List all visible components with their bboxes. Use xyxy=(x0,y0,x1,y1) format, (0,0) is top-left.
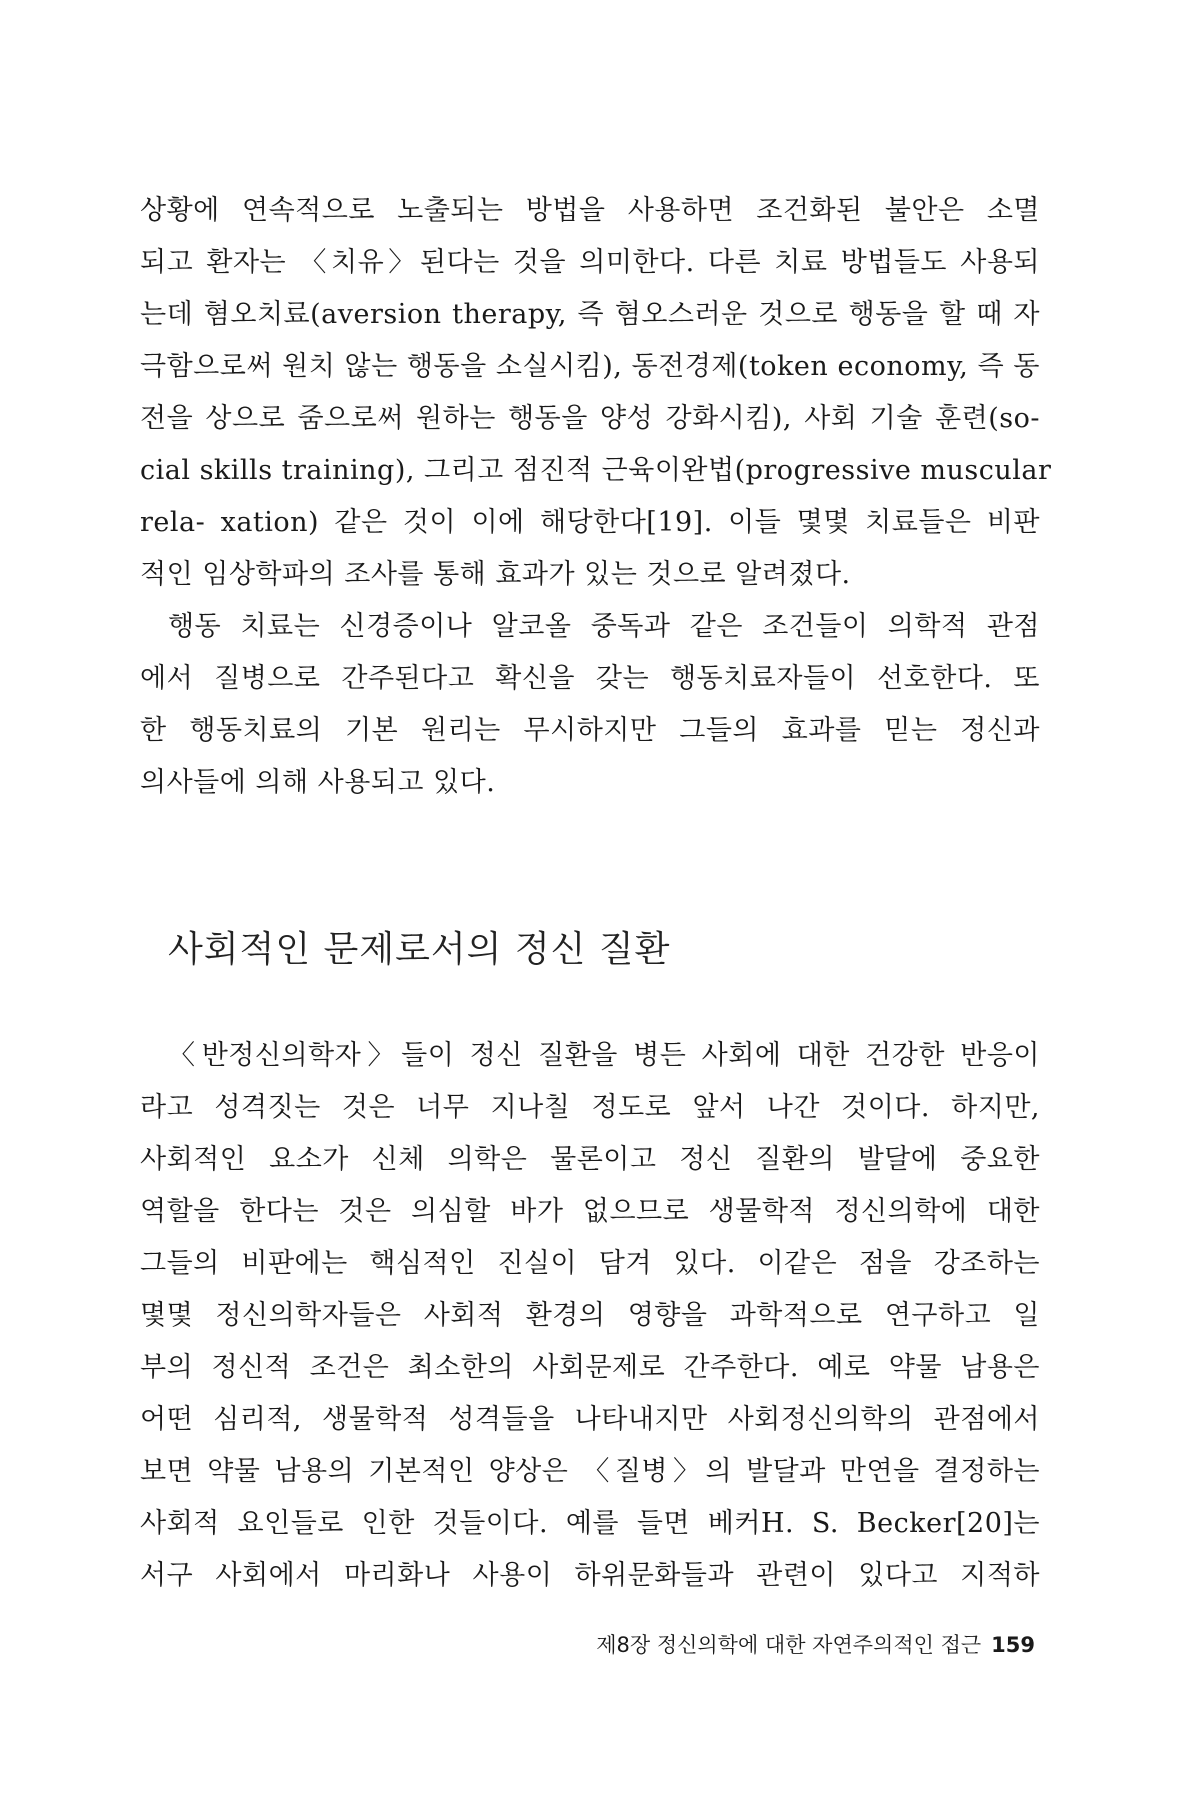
text-line: 의사들에 의해 사용되고 있다. xyxy=(140,767,496,798)
text-line: 어떤 심리적, 생물학적 성격들을 나타내지만 사회정신의학의 관점에서 xyxy=(140,1404,1040,1435)
page-number: 159 xyxy=(991,1633,1035,1657)
text-line: 행동 치료는 신경증이나 알코올 중독과 같은 조건들이 의학적 관점 xyxy=(168,611,1040,642)
text-line: 한 행동치료의 기본 원리는 무시하지만 그들의 효과를 믿는 정신과 xyxy=(140,715,1040,746)
text-line: 사회적 요인들로 인한 것들이다. 예를 들면 베커H. S. Becker[20]는 xyxy=(140,1508,1040,1539)
text-line: cial skills training), 그리고 점진적 근육이완법(progressive muscular xyxy=(140,455,1052,486)
text-line: 에서 질병으로 간주된다고 확신을 갖는 행동치료자들이 선호한다. 또 xyxy=(140,663,1040,694)
running-footer xyxy=(596,1625,1035,1665)
chapter-title: 제8장 정신의학에 대한 자연주의적인 접근 xyxy=(596,1633,982,1657)
text-line: rela- xation) 같은 것이 이에 해당한다[19]. 이들 몇몇 치료들은 비판 xyxy=(140,507,1040,538)
text-line: 역할을 한다는 것은 의심할 바가 없으므로 생물학적 정신의학에 대한 xyxy=(140,1196,1040,1227)
text-line: 〈반정신의학자〉들이 정신 질환을 병든 사회에 대한 건강한 반응이 xyxy=(168,1040,1040,1071)
text-line: 라고 성격짓는 것은 너무 지나칠 정도로 앞서 나간 것이다. 하지만, xyxy=(140,1092,1040,1123)
text-line: 전을 상으로 줌으로써 원하는 행동을 양성 강화시킴), 사회 기술 훈련(so- xyxy=(140,403,1040,434)
section-heading: 사회적인 문제로서의 정신 질환 xyxy=(168,929,671,970)
text-line: 부의 정신적 조건은 최소한의 사회문제로 간주한다. 예로 약물 남용은 xyxy=(140,1352,1040,1383)
text-line: 되고 환자는 〈치유〉된다는 것을 의미한다. 다른 치료 방법들도 사용되 xyxy=(140,247,1040,278)
text-line: 서구 사회에서 마리화나 사용이 하위문화들과 관련이 있다고 지적하 xyxy=(140,1560,1040,1591)
text-line: 몇몇 정신의학자들은 사회적 환경의 영향을 과학적으로 연구하고 일 xyxy=(140,1300,1040,1331)
text-line: 는데 혐오치료(aversion therapy, 즉 혐오스러운 것으로 행동을 할 때 자 xyxy=(140,299,1040,330)
text-line: 적인 임상학파의 조사를 통해 효과가 있는 것으로 알려졌다. xyxy=(140,559,851,590)
text-line: 사회적인 요소가 신체 의학은 물론이고 정신 질환의 발달에 중요한 xyxy=(140,1144,1040,1175)
text-line: 극함으로써 원치 않는 행동을 소실시킴), 동전경제(token economy, 즉 동 xyxy=(140,351,1040,382)
text-line: 보면 약물 남용의 기본적인 양상은 〈질병〉의 발달과 만연을 결정하는 xyxy=(140,1456,1040,1487)
text-line: 그들의 비판에는 핵심적인 진실이 담겨 있다. 이같은 점을 강조하는 xyxy=(140,1248,1040,1279)
text-line: 상황에 연속적으로 노출되는 방법을 사용하면 조건화된 불안은 소멸 xyxy=(140,195,1040,226)
